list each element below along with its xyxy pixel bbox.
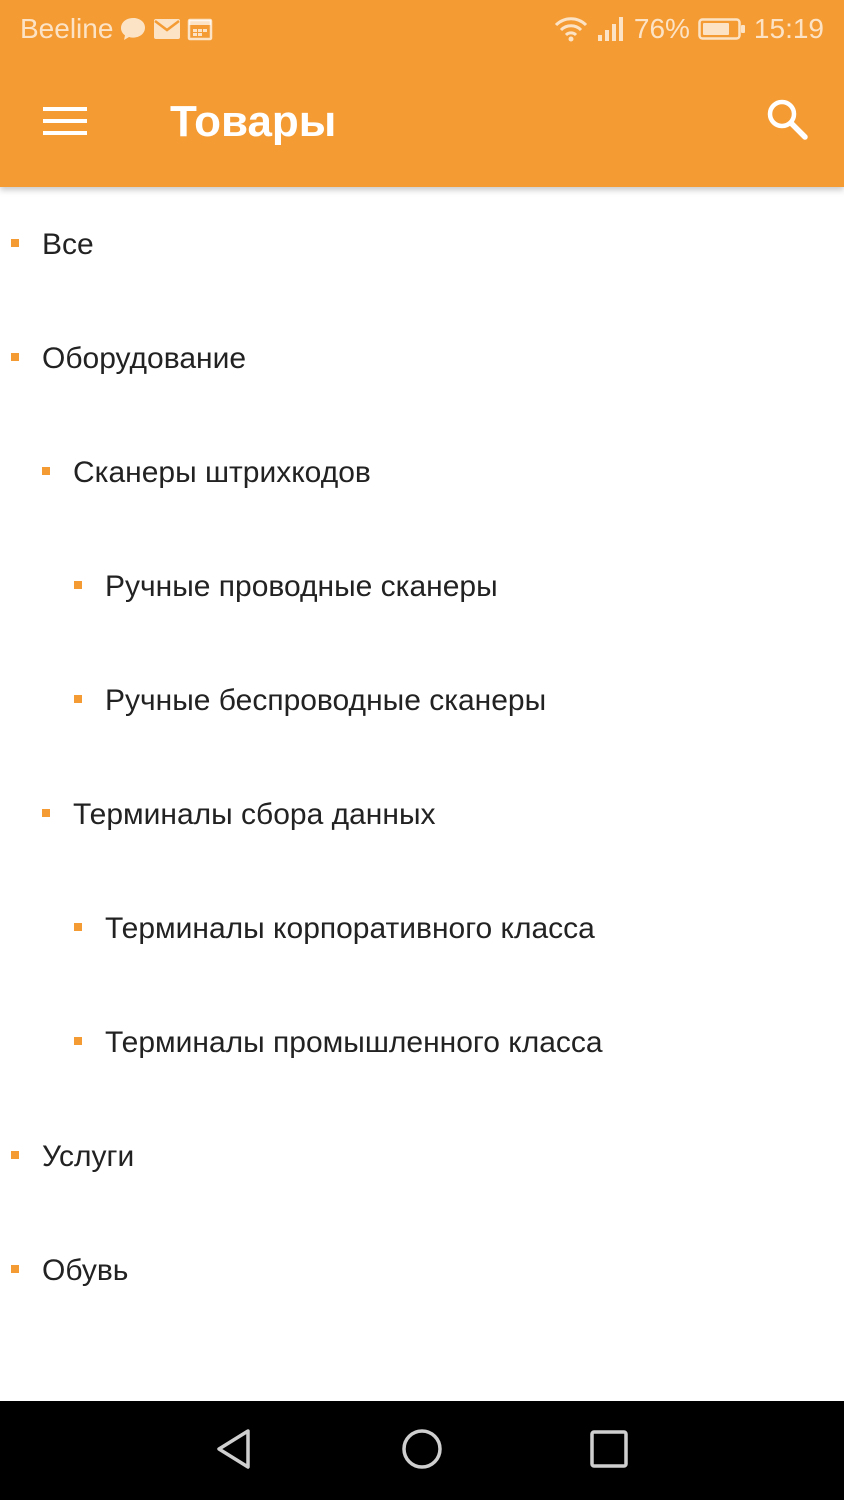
toolbar (0, 58, 844, 187)
app-bar (0, 0, 844, 187)
page-title: Товары (170, 97, 337, 146)
bullet-icon (74, 1037, 82, 1045)
tree-item-data-terminals[interactable] (0, 757, 844, 871)
tree-item-label: Все (42, 228, 94, 261)
tree-item-wireless-scanners[interactable] (0, 643, 844, 757)
tree-item-all[interactable] (0, 187, 844, 301)
bullet-icon (74, 695, 82, 703)
wifi-icon (554, 16, 588, 42)
status-left (20, 12, 213, 46)
tree-item-label: Оборудование (42, 342, 247, 375)
tree-item-label: Терминалы сбора данных (73, 798, 436, 831)
status-bar (0, 0, 844, 58)
status-time: 15:19 (753, 13, 824, 44)
battery-percent: 76% (633, 13, 690, 44)
tree-item-corporate-terminals[interactable] (0, 871, 844, 985)
search-button[interactable] (752, 86, 822, 156)
calendar-icon (187, 17, 213, 41)
tree-item-industrial-terminals[interactable] (0, 985, 844, 1099)
tree-item-label: Терминалы промышленного класса (105, 1026, 603, 1059)
back-icon (214, 1428, 254, 1475)
tree-item-label: Сканеры штрихкодов (73, 456, 371, 489)
tree-item-wired-scanners[interactable] (0, 529, 844, 643)
bullet-icon (74, 581, 82, 589)
search-icon (765, 97, 809, 146)
tree-item-barcode-scanners[interactable] (0, 415, 844, 529)
tree-item-services[interactable] (0, 1099, 844, 1213)
tree-item-label: Обувь (42, 1254, 129, 1287)
recents-icon (589, 1429, 629, 1474)
tree-item-shoes[interactable] (0, 1213, 844, 1327)
back-button[interactable] (204, 1423, 264, 1479)
menu-button[interactable] (30, 88, 100, 158)
bullet-icon (42, 809, 50, 817)
mail-icon (153, 18, 181, 40)
home-icon (400, 1427, 444, 1476)
battery-icon (698, 17, 746, 41)
navigation-bar (0, 1401, 844, 1500)
tree-item-label: Услуги (42, 1140, 135, 1173)
recents-button[interactable] (579, 1423, 639, 1479)
bullet-icon (42, 467, 50, 475)
hamburger-menu-icon (43, 106, 87, 141)
home-button[interactable] (392, 1423, 452, 1479)
tree-item-label: Ручные беспроводные сканеры (105, 684, 547, 717)
status-right (554, 12, 824, 46)
tree-item-label: Терминалы корпоративного класса (105, 912, 595, 945)
category-tree (0, 187, 844, 1401)
signal-icon (596, 15, 626, 43)
bullet-icon (11, 239, 19, 247)
bullet-icon (11, 1151, 19, 1159)
carrier-name: Beeline (20, 13, 114, 44)
tree-item-label: Ручные проводные сканеры (105, 570, 498, 603)
bullet-icon (74, 923, 82, 931)
tree-item-equipment[interactable] (0, 301, 844, 415)
bullet-icon (11, 1265, 19, 1273)
chat-icon (119, 16, 147, 42)
bullet-icon (11, 353, 19, 361)
